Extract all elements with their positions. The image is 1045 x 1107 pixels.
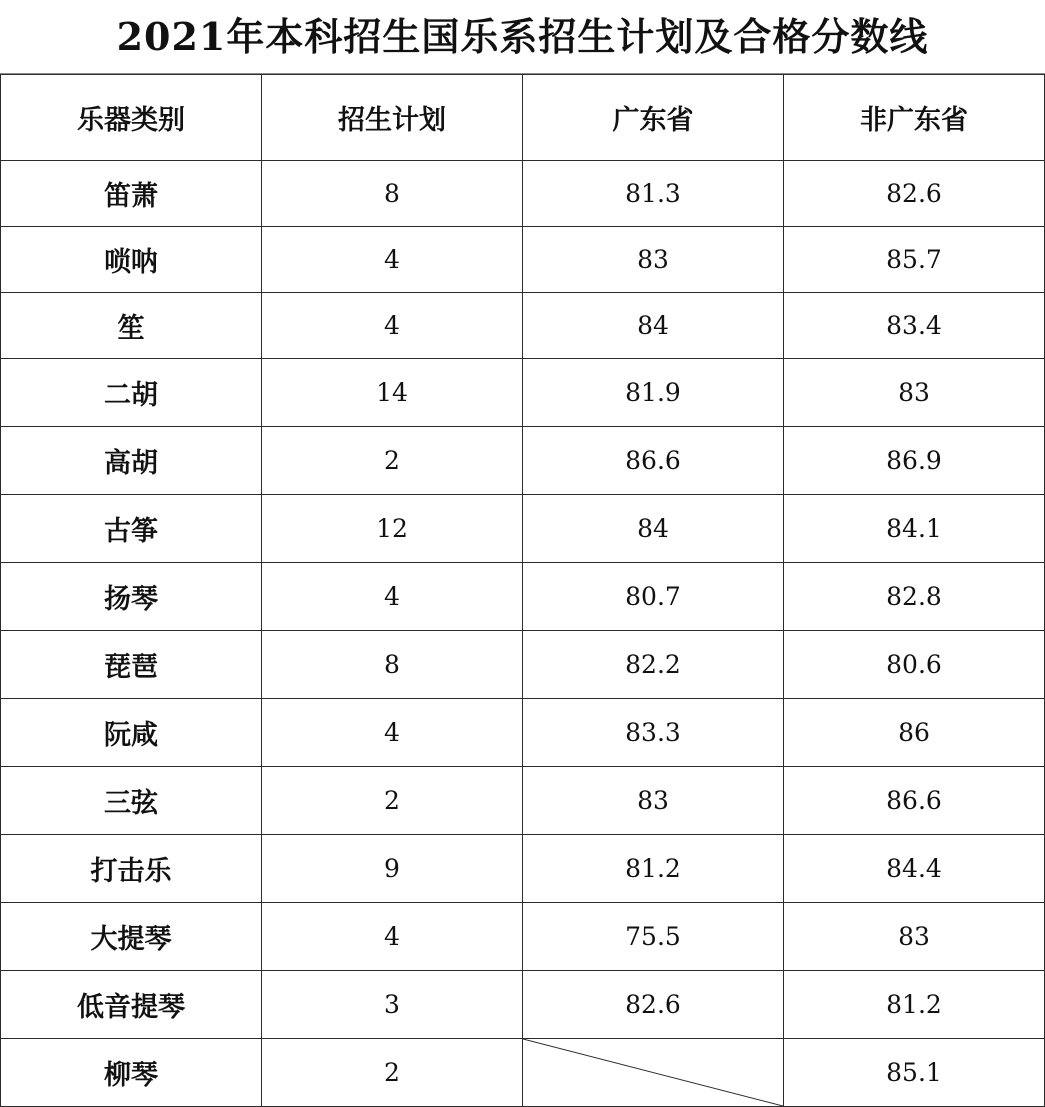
table-row xyxy=(1,767,1045,835)
table-row xyxy=(1,903,1045,971)
guangdong-cell: 84 xyxy=(523,293,784,359)
guangdong-cell: 81.3 xyxy=(523,161,784,227)
guangdong-cell: 83 xyxy=(523,767,784,835)
guangdong-cell: 86.6 xyxy=(523,427,784,495)
plan-cell: 2 xyxy=(262,427,523,495)
table-row xyxy=(1,835,1045,903)
non-guangdong-cell: 84.1 xyxy=(784,495,1045,563)
plan-cell: 4 xyxy=(262,699,523,767)
guangdong-cell: 83.3 xyxy=(523,699,784,767)
guangdong-cell: 83 xyxy=(523,227,784,293)
instrument-cell: 低音提琴 xyxy=(1,971,262,1039)
non-guangdong-cell: 83 xyxy=(784,359,1045,427)
plan-cell: 8 xyxy=(262,631,523,699)
instrument-cell: 二胡 xyxy=(1,359,262,427)
instrument-cell: 阮咸 xyxy=(1,699,262,767)
instrument-cell: 笛萧 xyxy=(1,161,262,227)
header-guangdong: 广东省 xyxy=(523,75,784,161)
instrument-cell: 笙 xyxy=(1,293,262,359)
guangdong-cell: 80.7 xyxy=(523,563,784,631)
plan-cell: 3 xyxy=(262,971,523,1039)
table-row xyxy=(1,427,1045,495)
title-bar xyxy=(0,0,1045,74)
instrument-cell: 琵琶 xyxy=(1,631,262,699)
instrument-cell: 柳琴 xyxy=(1,1039,262,1107)
table-row xyxy=(1,699,1045,767)
plan-cell: 12 xyxy=(262,495,523,563)
plan-cell: 4 xyxy=(262,227,523,293)
table-row xyxy=(1,495,1045,563)
table-wrapper xyxy=(0,74,1045,1102)
instrument-cell: 打击乐 xyxy=(1,835,262,903)
plan-cell: 4 xyxy=(262,293,523,359)
instrument-cell: 唢呐 xyxy=(1,227,262,293)
plan-cell: 8 xyxy=(262,161,523,227)
instrument-cell: 大提琴 xyxy=(1,903,262,971)
instrument-cell: 高胡 xyxy=(1,427,262,495)
instrument-cell: 三弦 xyxy=(1,767,262,835)
page-title: 2021年本科招生国乐系招生计划及合格分数线 xyxy=(116,13,929,59)
non-guangdong-cell: 85.1 xyxy=(784,1039,1045,1107)
guangdong-cell: 82.6 xyxy=(523,971,784,1039)
guangdong-cell-empty xyxy=(523,1039,784,1107)
header-plan: 招生计划 xyxy=(262,75,523,161)
non-guangdong-cell: 82.6 xyxy=(784,161,1045,227)
table-row xyxy=(1,161,1045,227)
table-row xyxy=(1,971,1045,1039)
header-instrument: 乐器类别 xyxy=(1,75,262,161)
table-row xyxy=(1,563,1045,631)
instrument-cell: 扬琴 xyxy=(1,563,262,631)
table-row xyxy=(1,227,1045,293)
plan-cell: 4 xyxy=(262,563,523,631)
plan-cell: 4 xyxy=(262,903,523,971)
table-row xyxy=(1,359,1045,427)
instrument-cell: 古筝 xyxy=(1,495,262,563)
plan-cell: 14 xyxy=(262,359,523,427)
non-guangdong-cell: 84.4 xyxy=(784,835,1045,903)
admission-table xyxy=(0,74,1045,1107)
plan-cell: 9 xyxy=(262,835,523,903)
table-row xyxy=(1,631,1045,699)
table-row xyxy=(1,1039,1045,1107)
guangdong-cell: 81.2 xyxy=(523,835,784,903)
non-guangdong-cell: 82.8 xyxy=(784,563,1045,631)
header-non-guangdong: 非广东省 xyxy=(784,75,1045,161)
non-guangdong-cell: 83 xyxy=(784,903,1045,971)
non-guangdong-cell: 86 xyxy=(784,699,1045,767)
plan-cell: 2 xyxy=(262,767,523,835)
non-guangdong-cell: 85.7 xyxy=(784,227,1045,293)
guangdong-cell: 82.2 xyxy=(523,631,784,699)
guangdong-cell: 84 xyxy=(523,495,784,563)
non-guangdong-cell: 83.4 xyxy=(784,293,1045,359)
guangdong-cell: 75.5 xyxy=(523,903,784,971)
diagonal-line-icon xyxy=(523,1039,783,1106)
table-row xyxy=(1,293,1045,359)
non-guangdong-cell: 86.6 xyxy=(784,767,1045,835)
plan-cell: 2 xyxy=(262,1039,523,1107)
non-guangdong-cell: 80.6 xyxy=(784,631,1045,699)
guangdong-cell: 81.9 xyxy=(523,359,784,427)
non-guangdong-cell: 81.2 xyxy=(784,971,1045,1039)
header-row xyxy=(1,75,1045,161)
non-guangdong-cell: 86.9 xyxy=(784,427,1045,495)
